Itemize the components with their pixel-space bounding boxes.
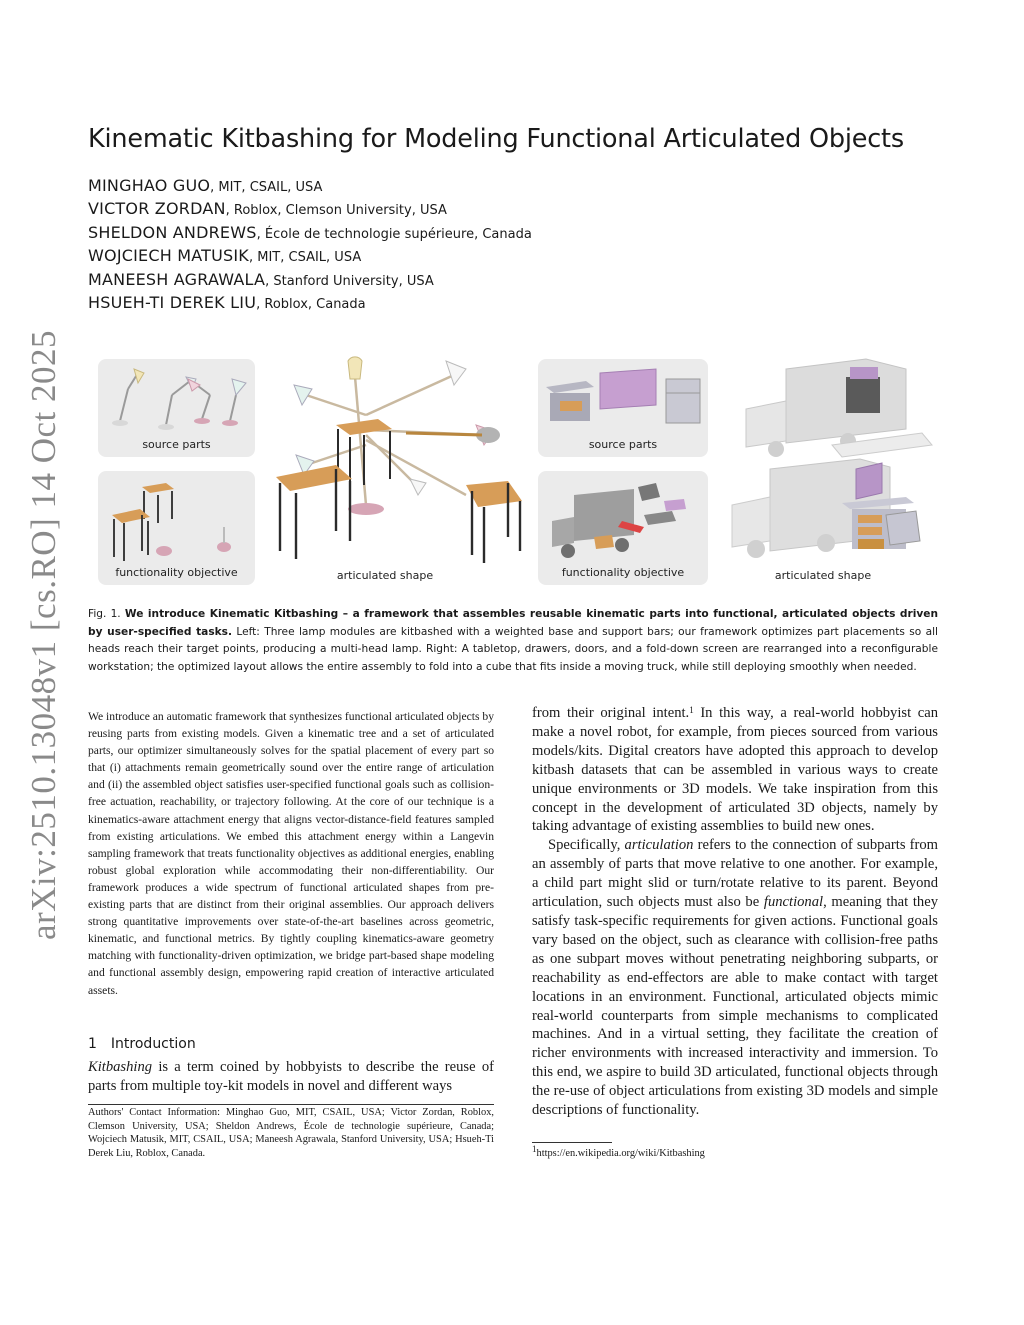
section-number: 1 (88, 1036, 97, 1052)
author-list (88, 174, 788, 314)
panel-left-functionality-objective (98, 471, 255, 585)
right-column-text (532, 704, 938, 1120)
section-title: Introduction (110, 1036, 196, 1052)
author-line (88, 291, 788, 314)
caption-bold: We introduce Kinematic Kitbashing – a framework that assembles reusable kinematic parts into functional, articulated objects driven by user-specified tasks. (88, 608, 938, 638)
author-affiliation: , MIT, CSAIL, USA (248, 250, 362, 266)
figure-label: source parts (142, 438, 211, 451)
paragraph-text: , meaning that they satisfy task-specific requirements for given actions. Functional goals vary based on the object, such as clearance with collision-free paths as one subpart moves without penetrating neighboring subparts, or reachability as end-effectors are able to make contact with target locations in an environment. Functional, articulated objects mimic real-world counterparts from simple mechanisms to complicated machines. And in a virtual setting, they facilitate the creation of richer environments with increased interactivity and immersion. To this end, we aspire to build 3D articulated, functional objects through the re-use of object articulations from existing 3D models and simple descriptions of functionality. (532, 894, 939, 1119)
footnote-marker: 1 (532, 1144, 537, 1154)
author-line (88, 197, 788, 220)
footnote-rule (88, 1104, 494, 1105)
intro-paragraph (88, 1058, 494, 1096)
section-heading-introduction (88, 1036, 196, 1052)
truck-workstation-illustration (726, 455, 936, 565)
author-affiliation: , MIT, CSAIL, USA (210, 180, 323, 195)
paragraph-text: from their original intent. (532, 705, 690, 721)
teaser-figure (96, 355, 936, 591)
author-contact-info: Authors' Contact Information: Minghao Guo, MIT, CSAIL, USA; Victor Zordan, Roblox, Clemson University, USA; Sheldon Andrews, École de technologie supérieure, Canada; Wojciech Matusik, MIT, CSAIL, USA; Maneesh Agrawala, Stanford University, USA; Hsueh-Ti Derek Liu, Roblox, Canada. (88, 1107, 494, 1160)
author-line (88, 221, 788, 244)
footnote-rule (532, 1142, 612, 1143)
figure-caption (88, 606, 938, 676)
abstract: We introduce an automatic framework that synthesizes functional articulated objects by reusing parts from existing models. Given a kinematic tree and a set of articulated parts, our optimizer simultaneously solves for the spatial placement of every part so that (i) attachments remain geometrically sound over the entire range of articulation and (ii) the assembled object satisfies user-specified functional goals such as collision-free actuation, reachability, or trajectory following. At the core of our technique is a kinematics-aware attachment energy that aligns vector-distance-field features sampled from existing articulations. We embed this attachment energy within a Langevin sampling framework that treats functionality objectives as additional energies, enabling robust global exploration while accommodating their non-differentiability. Our framework produces a wide spectrum of functional articulated shapes from pre-existing parts that are distinct from their original assemblies. Our approach delivers strong quantitative improvements over state-of-the-art baselines across geometric, kinematic, and functional metrics. By tightly coupling kinematics-aware geometry matching with functionality-driven optimization, we bridge part-based shape modeling and functional assembly design, empowering rapid creation of interactive articulated assets. (88, 710, 494, 997)
desk-parts-illustration (98, 471, 255, 567)
truck-folded-illustration (736, 355, 936, 465)
author-line (88, 244, 788, 267)
panel-right-functionality-objective (538, 471, 708, 585)
caption-text: Left: Three lamp modules are kitbashed with a weighted base and support bars; our framework optimizes part placements so all heads reach their target points, producing a multi-head lamp. Right: A tabletop, drawers, doors, and a fold-down screen are rearranged into a reconfigurable workstation; the optimized layout allows the entire assembly to fold into a cube that fits inside a moving truck, while still deploying smoothly when needed. (88, 625, 938, 673)
author-name: WOJCIECH MATUSIK (88, 246, 249, 266)
author-name: VICTOR ZORDAN (88, 199, 226, 219)
figure-label: source parts (588, 438, 658, 451)
author-affiliation: , Roblox, Canada (256, 296, 366, 312)
panel-left-source-parts (98, 359, 255, 457)
paper-title: Kinematic Kitbashing for Modeling Functional Articulated Objects (88, 124, 904, 154)
author-line (88, 268, 788, 291)
author-affiliation: , Stanford University, USA (265, 273, 434, 289)
emphasis: functional (763, 894, 824, 911)
author-line (88, 174, 788, 197)
paragraph-text: In this way, a real-world hobbyist can make a novel robot, for example, from pieces sourced from various models/kits. Digital creators have adopted this approach to develop kitbash datasets that can be assembled in various ways to create unique environments or 3D models. We take inspiration from this concept in the development of articulated 3D objects, namely by taking advantage of existing assemblies to build new ones. (532, 705, 938, 835)
author-name: MINGHAO GUO (88, 176, 211, 195)
author-affiliation: , École de technologie supérieure, Canada (256, 226, 532, 242)
paragraph-text: Specifically, (548, 837, 625, 854)
panel-right-source-parts (538, 359, 708, 457)
author-affiliation: , Roblox, Clemson University, USA (225, 203, 447, 219)
figure-label: functionality objective (561, 566, 685, 579)
multi-head-lamp-illustration (266, 355, 536, 565)
paragraph (532, 836, 938, 1120)
footnote-marker: 1 (689, 705, 694, 715)
paragraph-text: refers to the connection of subparts from an assembly of parts that move relative to one another. For example, a child part might slid or turn/rotate relative to its parent. Beyond articulation, such objects must also be (532, 837, 939, 911)
arxiv-stamp: arXiv:2510.13048v1 [cs.RO] 14 Oct 2025 (24, 329, 63, 941)
intro-text: is a term coined by hobbyists to describe the reuse of parts from multiple toy-kit models in novel and different ways (88, 1059, 494, 1094)
figure-label: articulated shape (336, 569, 434, 582)
author-name: SHELDON ANDREWS (88, 222, 257, 242)
truck-exploded-illustration (538, 471, 708, 567)
intro-term: Kitbashing (88, 1059, 153, 1075)
author-name: MANEESH AGRAWALA (88, 269, 266, 289)
figure-label: articulated shape (774, 569, 872, 582)
emphasis: articulation (624, 837, 694, 854)
paragraph (532, 704, 938, 836)
author-name: HSUEH-TI DEREK LIU (88, 292, 257, 312)
lamp-parts-illustration (98, 359, 255, 439)
footnote-link[interactable]: https://en.wikipedia.org/wiki/Kitbashing (536, 1148, 705, 1159)
workstation-parts-illustration (538, 359, 708, 439)
footnote (532, 1144, 705, 1159)
caption-figure-number: Fig. 1. (88, 608, 121, 620)
figure-label: functionality objective (115, 566, 238, 579)
